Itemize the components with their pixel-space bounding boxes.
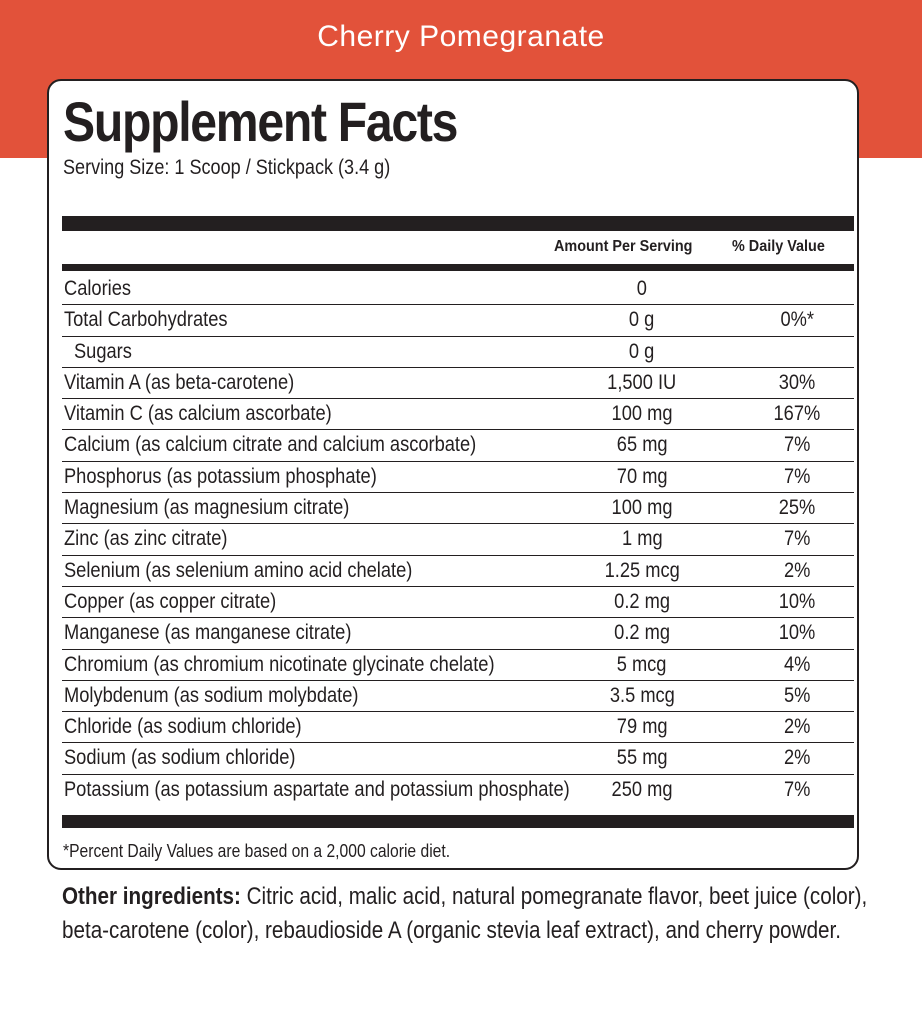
nutrient-name: Chromium (as chromium nicotinate glycinate chelate) (64, 652, 495, 676)
nutrient-amount-value: 100 mg (611, 402, 673, 426)
nutrient-amount-value: 1,500 IU (607, 370, 677, 394)
nutrient-daily-value-text: 10% (778, 621, 816, 645)
nutrient-daily-value-text: 25% (778, 496, 816, 520)
nutrient-daily-value (742, 496, 852, 520)
nutrient-name: Copper (as copper citrate) (64, 589, 277, 613)
nutrient-daily-value-text: 7% (783, 464, 811, 488)
nutrient-row (62, 775, 854, 806)
nutrient-daily-value (742, 340, 852, 364)
nutrient-daily-value (742, 402, 852, 426)
nutrient-row (62, 524, 854, 555)
nutrient-daily-value (742, 778, 852, 802)
nutrient-daily-value (742, 715, 852, 739)
header-divider-bar (62, 264, 854, 271)
nutrient-daily-value-text: 4% (783, 652, 811, 676)
nutrient-amount-value: 100 mg (611, 496, 673, 520)
nutrient-amount (572, 433, 712, 457)
nutrient-amount (572, 371, 712, 395)
nutrient-row (62, 462, 854, 493)
nutrient-table (62, 274, 854, 806)
nutrient-name: Magnesium (as magnesium citrate) (64, 496, 350, 520)
daily-value-footnote: *Percent Daily Values are based on a 2,000 calorie diet. (63, 841, 451, 861)
nutrient-amount (572, 746, 712, 770)
nutrient-daily-value (742, 621, 852, 645)
nutrient-amount-value: 5 mcg (617, 652, 667, 676)
nutrient-daily-value (742, 433, 852, 457)
nutrient-daily-value-text: 7% (783, 433, 811, 457)
nutrient-daily-value-text: 2% (783, 558, 811, 582)
nutrient-name: Selenium (as selenium amino acid chelate) (64, 558, 413, 582)
nutrient-row (62, 337, 854, 368)
nutrient-name: Zinc (as zinc citrate) (64, 527, 228, 551)
other-ingredients-text: Citric acid, malic acid, natural pomegranate flavor, beet juice (color), beta-carotene (color), rebaudioside A (organic stevia leaf extract), and cherry powder. (62, 883, 868, 944)
nutrient-amount-value: 0 g (629, 339, 655, 363)
nutrient-amount-value: 79 mg (616, 715, 668, 739)
nutrient-amount (572, 402, 712, 426)
nutrient-row (62, 712, 854, 743)
nutrient-daily-value-text: 7% (783, 777, 811, 801)
nutrient-amount-value: 250 mg (611, 777, 673, 801)
nutrient-name: Manganese (as manganese citrate) (64, 621, 352, 645)
nutrient-name: Chloride (as sodium chloride) (64, 715, 302, 739)
nutrient-daily-value (742, 653, 852, 677)
nutrient-name: Total Carbohydrates (64, 308, 228, 332)
nutrient-daily-value-text: 0%* (780, 308, 814, 332)
top-divider-bar (62, 216, 854, 231)
nutrient-daily-value (742, 308, 852, 332)
daily-value-header: % Daily Value (732, 238, 825, 255)
nutrient-amount (572, 465, 712, 489)
nutrient-daily-value (742, 371, 852, 395)
other-ingredients (62, 880, 912, 948)
nutrient-amount-value: 70 mg (616, 464, 668, 488)
nutrient-amount (572, 496, 712, 520)
nutrient-amount (572, 559, 712, 583)
nutrient-row (62, 650, 854, 681)
nutrient-amount-value: 65 mg (616, 433, 668, 457)
nutrient-daily-value (742, 684, 852, 708)
nutrient-amount-value: 0 g (629, 308, 655, 332)
nutrient-daily-value (742, 465, 852, 489)
nutrient-daily-value-text: 30% (778, 370, 816, 394)
nutrient-row (62, 618, 854, 649)
nutrient-daily-value (742, 527, 852, 551)
nutrient-name: Calories (64, 277, 132, 300)
nutrient-daily-value-text: 5% (783, 683, 811, 707)
nutrient-row (62, 493, 854, 524)
nutrient-name: Vitamin A (as beta-carotene) (64, 370, 295, 394)
nutrient-daily-value-text: 2% (783, 715, 811, 739)
bottom-divider-bar (62, 815, 854, 828)
nutrient-row (62, 681, 854, 712)
amount-per-serving-header: Amount Per Serving (554, 238, 693, 255)
nutrient-amount (572, 715, 712, 739)
nutrient-name: Calcium (as calcium citrate and calcium ascorbate) (64, 433, 477, 457)
nutrient-row (62, 556, 854, 587)
nutrient-amount (572, 308, 712, 332)
nutrient-daily-value-text: 2% (783, 746, 811, 770)
nutrient-amount-value: 3.5 mcg (609, 683, 675, 707)
nutrient-row (62, 274, 854, 305)
nutrient-name: Potassium (as potassium aspartate and potassium phosphate) (64, 777, 570, 801)
serving-size: Serving Size: 1 Scoop / Stickpack (3.4 g) (63, 156, 391, 179)
nutrient-amount (572, 778, 712, 802)
nutrient-name: Molybdenum (as sodium molybdate) (64, 683, 359, 707)
nutrient-amount (572, 621, 712, 645)
nutrient-amount (572, 590, 712, 614)
nutrient-name: Sodium (as sodium chloride) (64, 746, 296, 770)
panel-title: Supplement Facts (63, 90, 458, 153)
nutrient-amount-value: 0.2 mg (614, 621, 670, 645)
nutrient-row (62, 587, 854, 618)
nutrient-daily-value (742, 746, 852, 770)
nutrient-daily-value-text: 167% (773, 402, 821, 426)
nutrient-row (62, 305, 854, 336)
nutrient-row (62, 743, 854, 774)
supplement-facts-panel (47, 79, 859, 870)
nutrient-daily-value (742, 559, 852, 583)
nutrient-daily-value-text: 10% (778, 589, 816, 613)
nutrient-name: Phosphorus (as potassium phosphate) (64, 464, 377, 488)
nutrient-amount-value: 1 mg (621, 527, 663, 551)
nutrient-row (62, 399, 854, 430)
nutrient-daily-value-text: 7% (783, 527, 811, 551)
flavor-name: Cherry Pomegranate (317, 20, 605, 53)
nutrient-amount (572, 277, 712, 301)
nutrient-amount (572, 340, 712, 364)
other-ingredients-label: Other ingredients: (62, 883, 241, 910)
nutrient-amount-value: 1.25 mcg (604, 558, 680, 582)
nutrient-daily-value (742, 277, 852, 301)
nutrient-amount-value: 0 (636, 277, 648, 300)
nutrient-row (62, 368, 854, 399)
nutrient-amount (572, 684, 712, 708)
nutrient-amount (572, 653, 712, 677)
nutrient-daily-value (742, 590, 852, 614)
nutrient-row (62, 430, 854, 461)
nutrient-amount-value: 55 mg (616, 746, 668, 770)
nutrient-name: Sugars (74, 339, 132, 363)
nutrient-name: Vitamin C (as calcium ascorbate) (64, 402, 332, 426)
nutrient-amount (572, 527, 712, 551)
nutrient-amount-value: 0.2 mg (614, 589, 670, 613)
